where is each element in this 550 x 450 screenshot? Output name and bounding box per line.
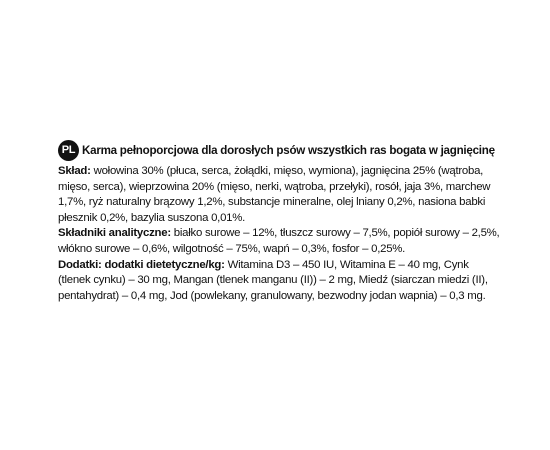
composition-line: mięso, serca), wieprzowina 20% (mięso, nerki, wątroba, przełyki), rosół, jaja 3%, marchew <box>58 180 491 193</box>
composition-line: 1,7%, ryż naturalny brązowy 1,2%, substancje mineralne, olej lniany 0,2%, nasiona babki <box>58 196 486 209</box>
title-row <box>58 140 498 161</box>
analytical-label: Składniki analityczne: <box>58 227 171 240</box>
additives-section <box>58 258 498 305</box>
composition-line: wołowina 30% (płuca, serca, żołądki, mięso, wymiona), jagnięcina 25% (wątroba, <box>90 165 484 177</box>
language-badge: PL <box>58 140 79 161</box>
composition-line: płesznik 0,2%, bazylia suszona 0,01%. <box>58 211 246 224</box>
analytical-section <box>58 226 498 257</box>
composition-section <box>58 164 498 226</box>
additives-label: Dodatki: dodatki dietetyczne/kg: <box>58 258 225 271</box>
product-label <box>58 140 498 304</box>
analytical-line: białko surowe – 12%, tłuszcz surowy – 7,5%, popiół surowy – 2,5%, <box>170 227 500 240</box>
additives-line: Witamina D3 – 450 IU, Witamina E – 40 mg, Cynk <box>224 258 469 271</box>
composition-label: Skład: <box>58 165 91 177</box>
additives-line: pentahydrat) – 0,4 mg, Jod (powlekany, granulowany, bezwodny jodan wapnia) – 0,3 mg. <box>58 289 486 302</box>
product-title: Karma pełnoporcjowa dla dorosłych psów wszystkich ras bogata w jagnięcinę <box>82 143 495 157</box>
additives-line: (tlenek cynku) – 30 mg, Mangan (tlenek manganu (II)) – 2 mg, Miedź (siarczan miedzi (II), <box>58 274 488 287</box>
analytical-line: włókno surowe – 0,6%, wilgotność – 75%, wapń – 0,3%, fosfor – 0,25%. <box>58 242 406 255</box>
